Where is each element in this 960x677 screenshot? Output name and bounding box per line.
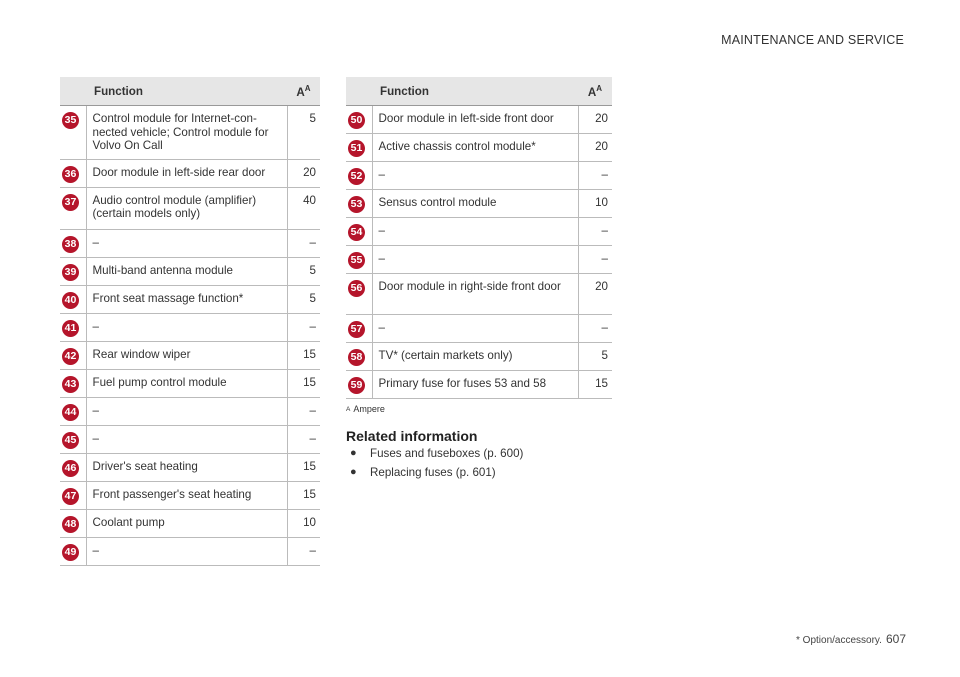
- fuse-row: [60, 537, 320, 565]
- fuse-row: [346, 106, 612, 134]
- related-link-label: Fuses and fuseboxes (p. 600): [370, 447, 524, 460]
- fuse-amperage-cell: –: [287, 425, 320, 453]
- fuse-row: [346, 190, 612, 218]
- fuse-number-cell: [60, 313, 86, 341]
- fuse-row: [346, 274, 612, 315]
- fuse-number-cell: [60, 397, 86, 425]
- fuse-amperage-cell: 5: [578, 343, 612, 371]
- fuse-row: [346, 343, 612, 371]
- amp-footnote-marker: A: [596, 83, 603, 93]
- fuse-number-badge: 56: [348, 280, 365, 297]
- fuse-function-cell: Door module in left-side rear door: [86, 159, 287, 187]
- amp-column-header: [287, 77, 320, 106]
- fuse-amperage-cell: –: [578, 218, 612, 246]
- fuse-number-badge: 57: [348, 321, 365, 338]
- fuse-amperage-cell: 15: [287, 341, 320, 369]
- fuse-number-badge: 46: [62, 460, 79, 477]
- fuse-row: [60, 106, 320, 160]
- fuse-row: [60, 369, 320, 397]
- fuse-number-badge: 49: [62, 544, 79, 561]
- fuse-number-cell: [346, 371, 372, 399]
- fuse-number-badge: 51: [348, 140, 365, 157]
- fuse-row: [60, 397, 320, 425]
- fuse-number-badge: 55: [348, 252, 365, 269]
- fuse-number-badge: 44: [62, 404, 79, 421]
- fuse-number-cell: [60, 187, 86, 229]
- fuse-number-cell: [346, 106, 372, 134]
- fuse-function-cell: –: [372, 246, 578, 274]
- amp-column-header: [578, 77, 612, 106]
- fuse-amperage-cell: 15: [287, 453, 320, 481]
- fuse-number-cell: [60, 425, 86, 453]
- fuse-function-cell: Driver's seat heating: [86, 453, 287, 481]
- fuse-row: [346, 371, 612, 399]
- page-footer: [796, 632, 906, 646]
- fuse-number-badge: 59: [348, 377, 365, 394]
- fuse-function-cell: Sensus control module: [372, 190, 578, 218]
- option-accessory-note: * Option/accessory.: [796, 635, 882, 646]
- fuse-row: [60, 509, 320, 537]
- fuse-row: [60, 229, 320, 257]
- number-column-header: [346, 77, 372, 106]
- fuse-function-cell: Front seat massage function*: [86, 285, 287, 313]
- fuse-amperage-cell: 10: [578, 190, 612, 218]
- fuse-number-badge: 52: [348, 168, 365, 185]
- related-information-list: [346, 446, 523, 484]
- fuse-number-badge: 54: [348, 224, 365, 241]
- fuse-row: [60, 159, 320, 187]
- fuse-amperage-cell: 20: [287, 159, 320, 187]
- fuse-amperage-cell: –: [287, 537, 320, 565]
- fuse-row: [60, 187, 320, 229]
- fuse-amperage-cell: 15: [578, 371, 612, 399]
- fuse-number-cell: [60, 537, 86, 565]
- fuse-table-left: [60, 77, 320, 566]
- fuse-function-cell: Fuel pump control module: [86, 369, 287, 397]
- fuse-row: [346, 315, 612, 343]
- fuse-number-cell: [346, 343, 372, 371]
- fuse-function-cell: Front passenger's seat heating: [86, 481, 287, 509]
- fuse-function-cell: –: [372, 315, 578, 343]
- fuse-function-cell: –: [86, 313, 287, 341]
- fuse-number-badge: 39: [62, 264, 79, 281]
- fuse-number-cell: [346, 246, 372, 274]
- footnote-text: Ampere: [353, 404, 385, 414]
- fuse-table-right: [346, 77, 612, 399]
- fuse-amperage-cell: –: [578, 162, 612, 190]
- fuse-number-cell: [60, 159, 86, 187]
- fuse-number-cell: [60, 285, 86, 313]
- fuse-row: [346, 162, 612, 190]
- fuse-number-badge: 50: [348, 112, 365, 129]
- fuse-function-cell: –: [86, 229, 287, 257]
- amp-label: A: [296, 85, 305, 99]
- fuse-function-cell: –: [86, 537, 287, 565]
- fuse-number-badge: 36: [62, 166, 79, 183]
- fuse-function-cell: –: [86, 397, 287, 425]
- fuse-function-cell: Audio control module (amplifier) (certain models only): [86, 187, 287, 229]
- fuse-row: [60, 257, 320, 285]
- fuse-row: [60, 453, 320, 481]
- fuse-number-badge: 48: [62, 516, 79, 533]
- fuse-number-badge: 37: [62, 194, 79, 211]
- function-column-header: Function: [372, 77, 578, 106]
- table-footnote: [346, 404, 385, 414]
- related-link-replacing-fuses[interactable]: [346, 465, 523, 484]
- fuse-amperage-cell: 5: [287, 257, 320, 285]
- fuse-function-cell: Rear window wiper: [86, 341, 287, 369]
- fuse-amperage-cell: 40: [287, 187, 320, 229]
- fuse-number-badge: 47: [62, 488, 79, 505]
- amp-label: A: [587, 85, 597, 99]
- fuse-number-cell: [346, 134, 372, 162]
- fuse-function-cell: Door module in left-side front door: [372, 106, 578, 134]
- fuse-amperage-cell: –: [578, 315, 612, 343]
- fuse-row: [60, 313, 320, 341]
- related-link-label: Replacing fuses (p. 601): [370, 466, 496, 479]
- fuse-function-cell: Active chassis control module*: [372, 134, 578, 162]
- fuse-amperage-cell: 20: [578, 106, 612, 134]
- fuse-number-badge: 35: [62, 112, 79, 129]
- fuse-amperage-cell: 15: [287, 481, 320, 509]
- fuse-amperage-cell: –: [287, 313, 320, 341]
- fuse-number-cell: [60, 341, 86, 369]
- fuse-row: [346, 246, 612, 274]
- amp-footnote-marker: A: [304, 83, 311, 93]
- fuse-function-cell: Control module for Internet-connected vehicle; Control module for Volvo On Call: [86, 106, 287, 160]
- fuse-amperage-cell: –: [287, 229, 320, 257]
- table-header-row: [60, 77, 320, 106]
- fuse-number-cell: [60, 453, 86, 481]
- fuse-amperage-cell: 20: [578, 274, 612, 315]
- bullet-icon: ●: [350, 447, 357, 459]
- fuse-number-cell: [60, 481, 86, 509]
- fuse-row: [60, 481, 320, 509]
- fuse-number-badge: 40: [62, 292, 79, 309]
- footnote-marker: A: [346, 406, 351, 413]
- fuse-number-badge: 45: [62, 432, 79, 449]
- fuse-number-badge: 43: [62, 376, 79, 393]
- fuse-number-cell: [60, 509, 86, 537]
- table-header-row: [346, 77, 612, 106]
- fuse-row: [60, 341, 320, 369]
- fuse-number-cell: [60, 257, 86, 285]
- function-column-header: Function: [86, 77, 287, 106]
- fuse-function-cell: Door module in right-side front door: [372, 274, 578, 315]
- fuse-amperage-cell: 5: [287, 285, 320, 313]
- fuse-number-badge: 42: [62, 348, 79, 365]
- fuse-number-cell: [346, 274, 372, 315]
- fuse-number-badge: 53: [348, 196, 365, 213]
- fuse-function-cell: Primary fuse for fuses 53 and 58: [372, 371, 578, 399]
- fuse-function-cell: –: [372, 162, 578, 190]
- number-column-header: [60, 77, 86, 106]
- section-title: MAINTENANCE AND SERVICE: [721, 33, 904, 47]
- fuse-number-badge: 38: [62, 236, 79, 253]
- fuse-number-cell: [346, 315, 372, 343]
- fuse-number-badge: 41: [62, 320, 79, 337]
- fuse-number-cell: [346, 162, 372, 190]
- bullet-icon: ●: [350, 466, 357, 478]
- fuse-number-cell: [60, 106, 86, 160]
- related-link-fuses-and-fuseboxes[interactable]: [346, 446, 523, 465]
- related-information-heading: Related information: [346, 428, 478, 444]
- fuse-amperage-cell: 15: [287, 369, 320, 397]
- fuse-number-cell: [346, 218, 372, 246]
- fuse-number-cell: [346, 190, 372, 218]
- fuse-row: [60, 425, 320, 453]
- fuse-function-cell: TV* (certain markets only): [372, 343, 578, 371]
- fuse-number-cell: [60, 229, 86, 257]
- fuse-function-cell: –: [86, 425, 287, 453]
- fuse-amperage-cell: –: [287, 397, 320, 425]
- fuse-amperage-cell: 20: [578, 134, 612, 162]
- fuse-function-cell: Multi-band antenna module: [86, 257, 287, 285]
- fuse-number-cell: [60, 369, 86, 397]
- fuse-function-cell: –: [372, 218, 578, 246]
- fuse-amperage-cell: 5: [287, 106, 320, 160]
- fuse-function-cell: Coolant pump: [86, 509, 287, 537]
- page-number: 607: [885, 632, 906, 646]
- fuse-row: [346, 218, 612, 246]
- fuse-row: [60, 285, 320, 313]
- fuse-row: [346, 134, 612, 162]
- fuse-amperage-cell: 10: [287, 509, 320, 537]
- fuse-amperage-cell: –: [578, 246, 612, 274]
- fuse-number-badge: 58: [348, 349, 365, 366]
